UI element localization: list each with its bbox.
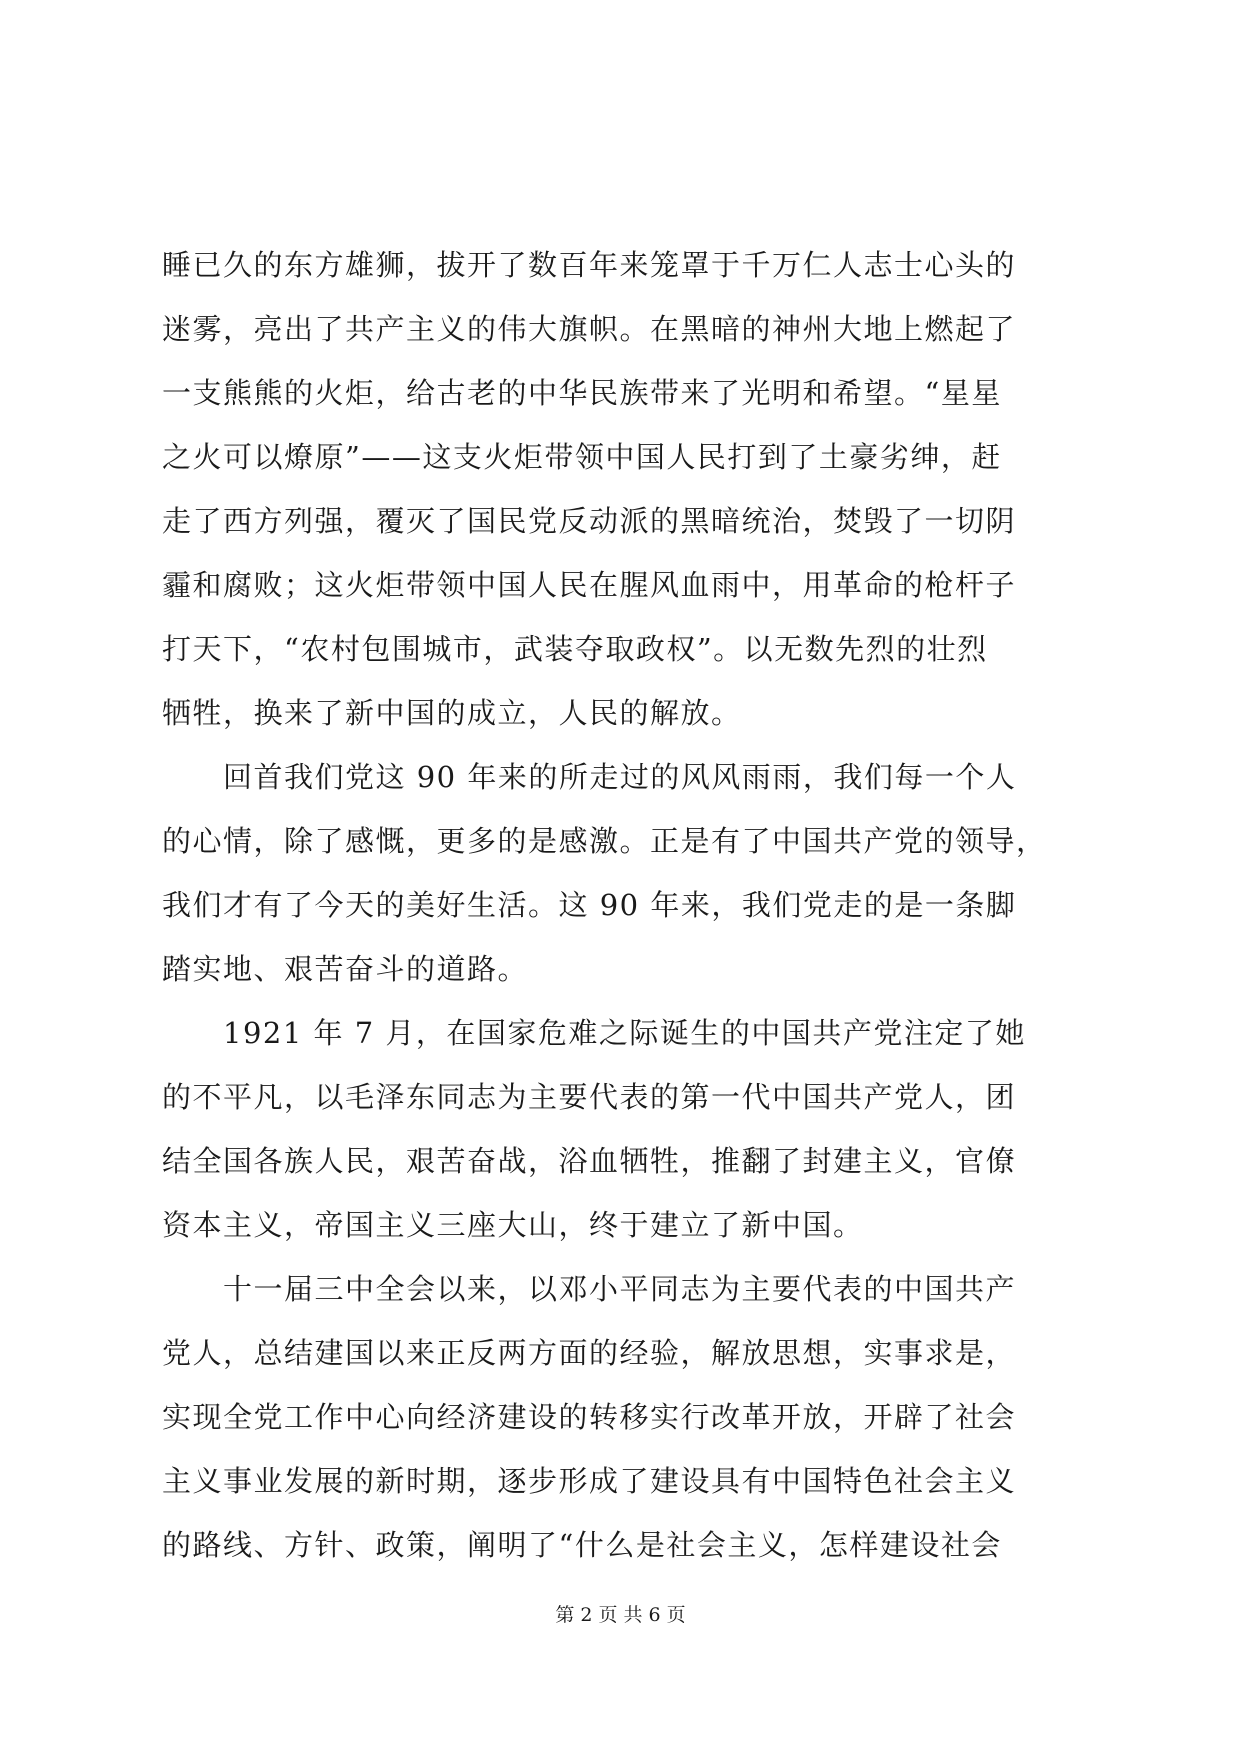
text-line: 我们才有了今天的美好生活。这 90 年来，我们党走的是一条脚 (162, 888, 1017, 922)
text-line: 一支熊熊的火炬，给古老的中华民族带来了光明和希望。“星星 (162, 376, 1002, 410)
text-line: 之火可以燎原”——这支火炬带领中国人民打到了土豪劣绅，赶 (162, 440, 1002, 474)
text-line: 主义事业发展的新时期，逐步形成了建设具有中国特色社会主义 (162, 1464, 1017, 1498)
text-line: 结全国各族人民，艰苦奋战，浴血牺牲，推翻了封建主义，官僚 (162, 1144, 1017, 1178)
document-body (162, 233, 1082, 1577)
text-line: 走了西方列强，覆灭了国民党反动派的黑暗统治，焚毁了一切阴 (162, 504, 1017, 538)
text-line: 霾和腐败；这火炬带领中国人民在腥风血雨中，用革命的枪杆子 (162, 568, 1017, 602)
text-line: 的路线、方针、政策，阐明了“什么是社会主义，怎样建设社会 (162, 1528, 1002, 1562)
text-line: 1921 年 7 月，在国家危难之际诞生的中国共产党注定了她 (162, 1016, 1026, 1050)
text-line: 回首我们党这 90 年来的所走过的风风雨雨，我们每一个人 (162, 760, 1017, 794)
text-line: 十一届三中全会以来，以邓小平同志为主要代表的中国共产 (162, 1272, 1017, 1306)
text-line: 踏实地、艰苦奋斗的道路。 (162, 952, 529, 986)
text-line: 的不平凡，以毛泽东同志为主要代表的第一代中国共产党人，团 (162, 1080, 1017, 1114)
text-line: 资本主义，帝国主义三座大山，终于建立了新中国。 (162, 1208, 864, 1242)
text-line: 打天下，“农村包围城市，武装夺取政权”。以无数先烈的壮烈 (162, 632, 988, 666)
page-number-footer: 第 2 页 共 6 页 (555, 1604, 686, 1626)
text-line: 实现全党工作中心向经济建设的转移实行改革开放，开辟了社会 (162, 1400, 1017, 1434)
text-line: 的心情，除了感慨，更多的是感激。正是有了中国共产党的领导， (162, 824, 1047, 858)
text-line: 睡已久的东方雄狮，拔开了数百年来笼罩于千万仁人志士心头的 (162, 248, 1017, 282)
text-line: 党人，总结建国以来正反两方面的经验，解放思想，实事求是， (162, 1336, 1017, 1370)
text-line: 牺牲，换来了新中国的成立，人民的解放。 (162, 696, 742, 730)
text-line: 迷雾，亮出了共产主义的伟大旗帜。在黑暗的神州大地上燃起了 (162, 312, 1017, 346)
